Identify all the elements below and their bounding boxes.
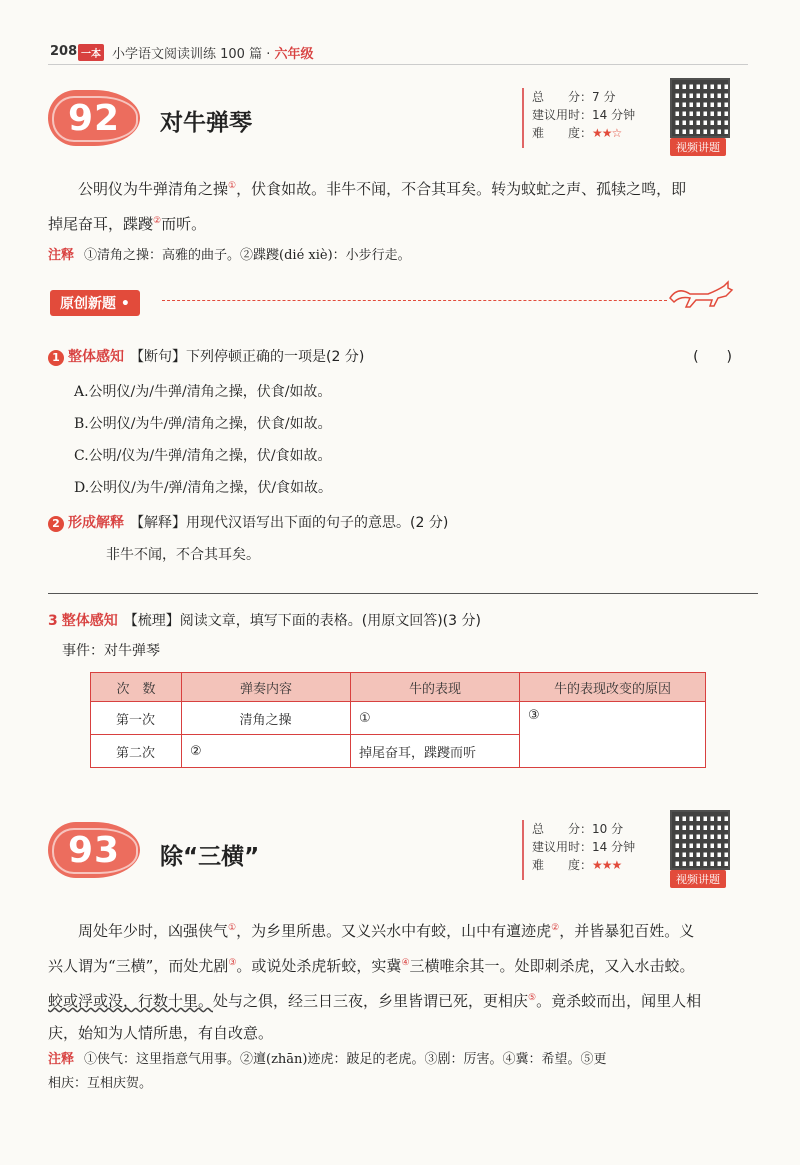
section-divider: [48, 593, 758, 594]
passage-92: 公明仪为牛弹清角之操①，伏食如故。非牛不闻，不合其耳矣。转为蚊虻之声、孤犊之鸣，即 掉尾奋耳，蹀躞②而听。: [48, 180, 687, 233]
q2-sentence: 非牛不闻，不合其耳矣。: [106, 547, 260, 563]
question-category: 整体感知: [68, 349, 124, 365]
lesson-info: [524, 820, 680, 874]
option-c[interactable]: C.公明/仪为/牛弹/清角之操，伏/食如故。: [74, 448, 332, 464]
series-title: 小学语文阅读训练 100 篇 · 六年级: [112, 47, 314, 62]
table-cell: 掉尾奋耳，蹀躞而听: [351, 735, 520, 768]
table-row: [91, 702, 706, 735]
col-header: 牛的表现改变的原因: [520, 673, 706, 702]
difficulty-label: 难 度：: [532, 126, 593, 140]
difficulty-label: 难 度：: [532, 858, 593, 872]
video-lecture-label[interactable]: 视频讲题: [670, 138, 726, 156]
brand-badge: 一本: [78, 44, 104, 61]
difficulty-stars: ★★☆: [592, 126, 622, 140]
answer-cell[interactable]: ①: [351, 702, 520, 735]
option-b[interactable]: B.公明仪/为牛/弹/清角之操，伏食/如故。: [74, 416, 332, 432]
difficulty-stars: ★★★: [592, 858, 622, 872]
lesson-number: 92: [67, 97, 121, 139]
table-header-row: [91, 673, 706, 702]
answer-table: [90, 672, 706, 768]
answer-cell[interactable]: ②: [182, 735, 351, 768]
annotation-93: 注释 ①侠气：这里指意气用事。②邅(zhān)迹虎：跛足的老虎。③剧：厉害。④冀：希望。⑤更 相庆：互相庆贺。: [48, 1052, 607, 1091]
question-stem: 【解释】用现代汉语写出下面的句子的意思。(2 分): [130, 515, 449, 531]
cat-icon: [668, 280, 734, 310]
annotation-label: 注释: [48, 1052, 75, 1067]
option-d[interactable]: D.公明仪/为牛/弹/清角之操，伏/食如故。: [74, 480, 333, 496]
suggested-time: 14 分钟: [592, 840, 636, 854]
col-header: 次 数: [91, 673, 182, 702]
table-cell: 第二次: [91, 735, 182, 768]
answer-bracket[interactable]: ( ): [693, 349, 732, 365]
question-stem: 【断句】下列停顿正确的一项是(2 分): [130, 349, 365, 365]
total-label: 总 分：: [532, 90, 593, 104]
lesson-number-badge: [48, 822, 140, 878]
answer-cell[interactable]: ③: [520, 702, 706, 768]
video-lecture-label[interactable]: 视频讲题: [670, 870, 726, 888]
lesson-info: [524, 88, 680, 142]
col-header: 弹奏内容: [182, 673, 351, 702]
qr-code[interactable]: [670, 810, 730, 870]
original-questions-banner: 原创新题 •: [50, 290, 140, 316]
lesson-number: 93: [67, 829, 121, 871]
annotation-label: 注释: [48, 248, 75, 263]
question-number: 3: [48, 613, 58, 629]
option-a[interactable]: A.公明仪/为/牛弹/清角之操，伏食/如故。: [74, 384, 332, 400]
question-category: 整体感知: [61, 613, 118, 629]
total-label: 总 分：: [532, 822, 593, 836]
table-cell: 第一次: [91, 702, 182, 735]
time-label: 建议用时：: [532, 840, 593, 854]
total-score: 10 分: [592, 822, 624, 836]
qr-code[interactable]: [670, 78, 730, 138]
col-header: 牛的表现: [351, 673, 520, 702]
annotation-92: 注释 ①清角之操：高雅的曲子。②蹀躞(dié xiè)：小步行走。: [48, 248, 411, 263]
table-cell: 清角之操: [182, 702, 351, 735]
grade-label: 六年级: [274, 47, 314, 62]
lesson-title: 除“三横”: [160, 844, 260, 870]
question-stem: 【梳理】阅读文章，填写下面的表格。(用原文回答)(3 分): [123, 613, 481, 629]
lesson-number-badge: [48, 90, 140, 146]
question-2: [48, 512, 448, 532]
time-label: 建议用时：: [532, 108, 593, 122]
page-number: 208: [50, 44, 78, 59]
question-number: 1: [48, 350, 64, 366]
header-divider: [48, 64, 748, 65]
lesson-title: 对牛弹琴: [160, 110, 252, 136]
suggested-time: 14 分钟: [592, 108, 636, 122]
question-3: [48, 610, 481, 630]
event-label: 事件：对牛弹琴: [62, 643, 160, 659]
dashed-divider: [162, 300, 667, 301]
underlined-sentence: 蛟或浮或没，行数十里。: [48, 992, 214, 1010]
passage-93: 周处年少时，凶强侠气①，为乡里所患。又义兴水中有蛟，山中有邅迹虎②，并皆暴犯百姓。义 兴人谓为“三横”，而处尤剧③。或说处杀虎斩蛟，实冀④三横唯余其一。处即刺杀虎，又入水击蛟。 蛟或浮或没，行数十里。处与之俱，经三日三夜，乡里皆谓已死，更相庆⑤。竟杀蛟而出，闻里人相 庆，始知为人情所患，有自改意。: [48, 922, 702, 1042]
question-category: 形成解释: [68, 515, 124, 531]
question-1: [48, 346, 758, 366]
q1-options: [74, 376, 332, 504]
question-number: 2: [48, 516, 64, 532]
total-score: 7 分: [592, 90, 616, 104]
